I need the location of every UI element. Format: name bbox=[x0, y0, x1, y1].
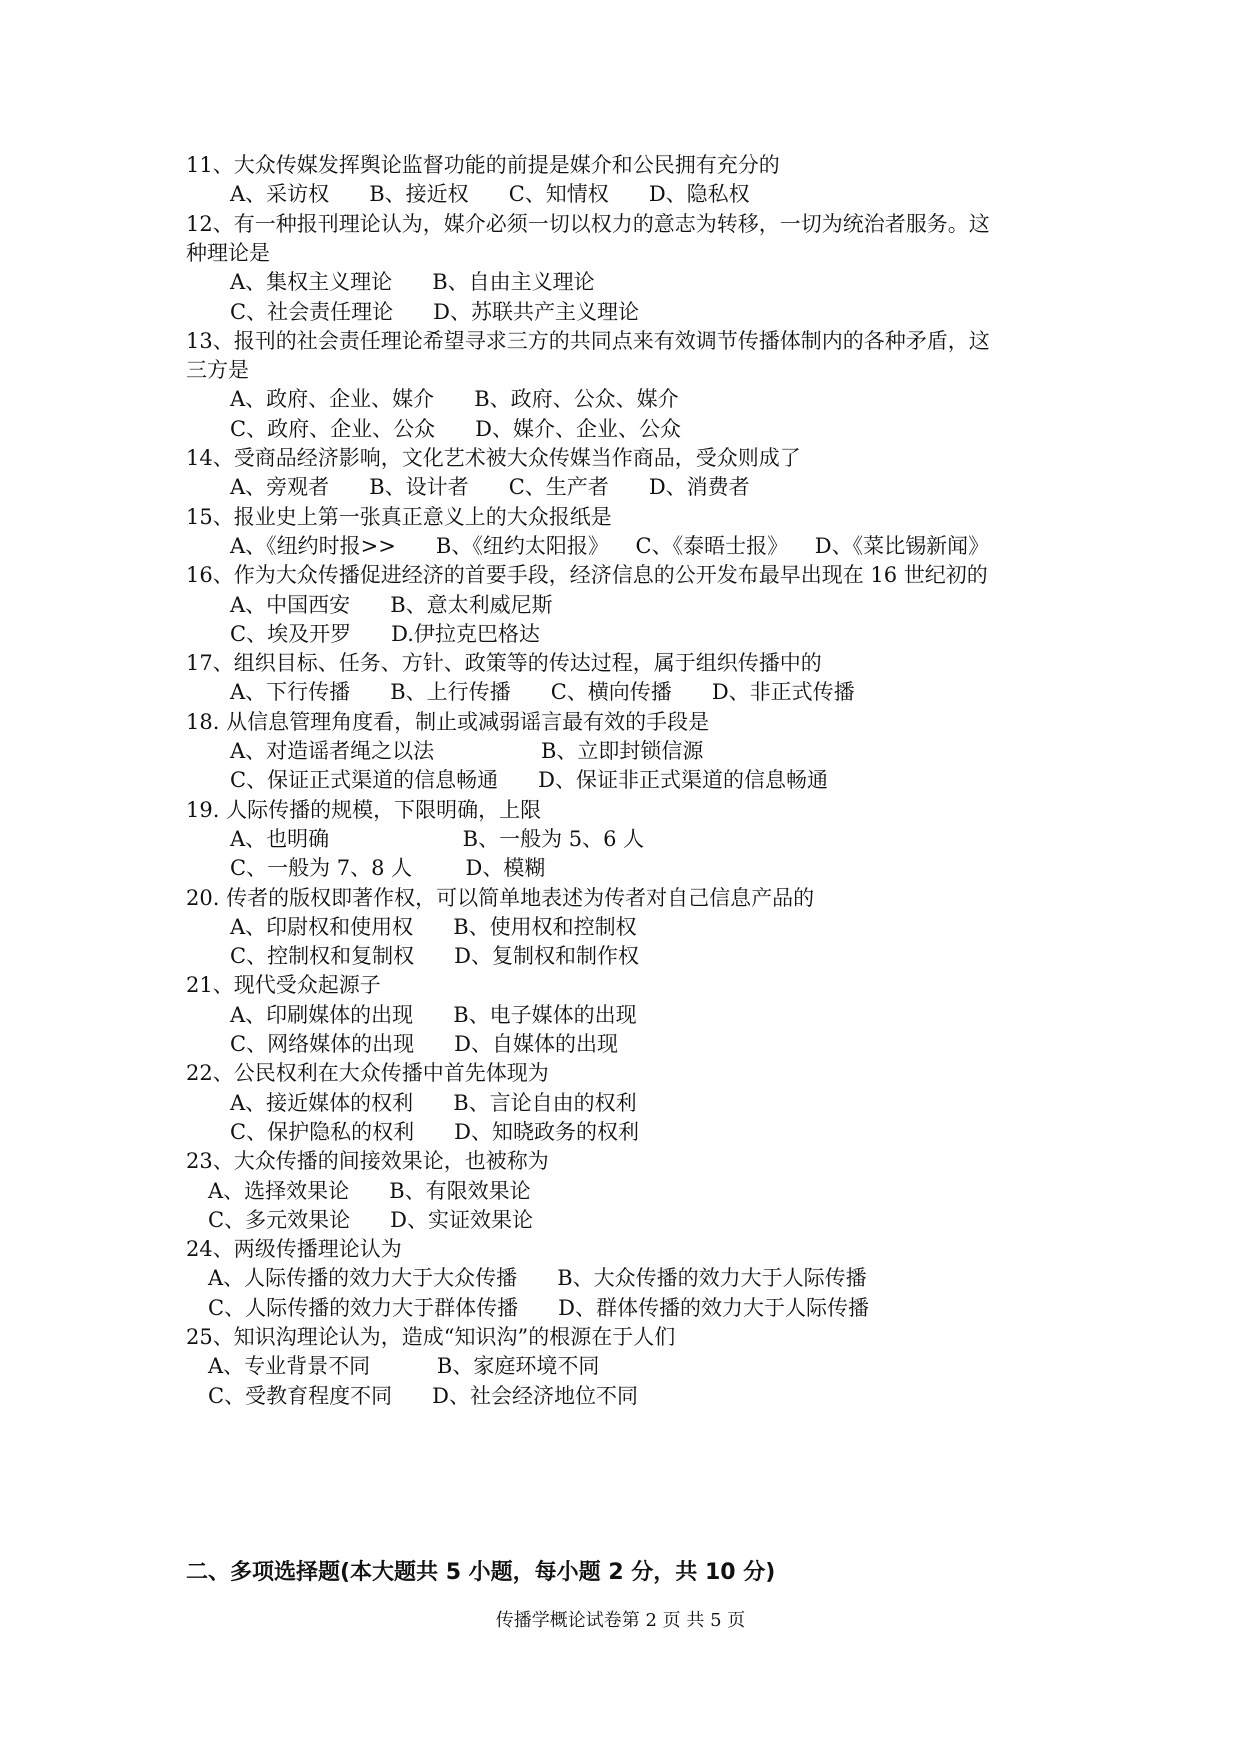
option-line: C、人际传播的效力大于群体传播 D、群体传播的效力大于人际传播 bbox=[208, 1295, 869, 1320]
option-line: C、受教育程度不同 D、社会经济地位不同 bbox=[208, 1383, 638, 1408]
option-line: A、集权主义理论 B、自由主义理论 bbox=[230, 270, 595, 295]
option-line: C、保护隐私的权利 D、知晓政务的权利 bbox=[230, 1119, 639, 1144]
option-line: C、多元效果论 D、实证效果论 bbox=[208, 1207, 533, 1232]
section-title: 二、多项选择题(本大题共 5 小题，每小题 2 分，共 10 分) bbox=[186, 1560, 776, 1585]
option-line: C、控制权和复制权 D、复制权和制作权 bbox=[230, 944, 639, 969]
question-text: 20. 传者的版权即著作权，可以简单地表述为传者对自己信息产品的 bbox=[186, 885, 815, 910]
question-text: 25、知识沟理论认为，造成“知识沟”的根源在于人们 bbox=[186, 1325, 676, 1349]
option-line: A、旁观者 B、设计者 C、生产者 D、消费者 bbox=[230, 475, 750, 500]
option-line: C、一般为 7、8 人 D、模糊 bbox=[230, 856, 546, 881]
option-line: A、采访权 B、接近权 C、知情权 D、隐私权 bbox=[230, 182, 750, 207]
option-line: C、政府、企业、公众 D、媒介、企业、公众 bbox=[230, 416, 681, 441]
option-line: C、网络媒体的出现 D、自媒体的出现 bbox=[230, 1032, 618, 1056]
question-text: 14、受商品经济影响，文化艺术被大众传媒当作商品，受众则成了 bbox=[186, 446, 801, 470]
option-line: A、专业背景不同 B、家庭环境不同 bbox=[208, 1354, 600, 1379]
page-footer: 传播学概论试卷第 2 页 共 5 页 bbox=[495, 1610, 746, 1631]
option-line: A、印尉权和使用权 B、使用权和控制权 bbox=[230, 914, 637, 939]
option-line: C、保证正式渠道的信息畅通 D、保证非正式渠道的信息畅通 bbox=[230, 768, 828, 793]
question-text: 17、组织目标、任务、方针、政策等的传达过程，属于组织传播中的 bbox=[186, 651, 822, 676]
question-text: 18. 从信息管理角度看，制止或减弱谣言最有效的手段是 bbox=[186, 709, 710, 734]
question-text: 16、作为大众传播促进经济的首要手段，经济信息的公开发布最早出现在 16 世纪初的 bbox=[186, 563, 988, 588]
question-text: 11、大众传媒发挥舆论监督功能的前提是媒介和公民拥有充分的 bbox=[186, 153, 780, 177]
option-line: A、中国西安 B、意太利威尼斯 bbox=[230, 592, 553, 617]
option-line: A、人际传播的效力大于大众传播 B、大众传播的效力大于人际传播 bbox=[208, 1266, 867, 1291]
option-line: A、对造谣者绳之以法 B、立即封锁信源 bbox=[230, 739, 704, 763]
question-text: 22、公民权利在大众传播中首先体现为 bbox=[186, 1061, 549, 1086]
question-text: 15、报业史上第一张真正意义上的大众报纸是 bbox=[186, 504, 612, 529]
option-line: C、埃及开罗 D.伊拉克巴格达 bbox=[230, 621, 540, 646]
option-line: C、社会责任理论 D、苏联共产主义理论 bbox=[230, 299, 639, 324]
option-line: A、政府、企业、媒介 B、政府、公众、媒介 bbox=[230, 387, 679, 412]
question-text: 19. 人际传播的规模，下限明确，上限 bbox=[186, 797, 542, 822]
option-line: A、选择效果论 B、有限效果论 bbox=[208, 1178, 531, 1203]
option-line: A、也明确 B、一般为 5、6 人 bbox=[230, 826, 645, 851]
question-text: 三方是 bbox=[186, 358, 249, 383]
question-text: 13、报刊的社会责任理论希望寻求三方的共同点来有效调节传播体制内的各种矛盾，这 bbox=[186, 328, 990, 353]
question-text: 种理论是 bbox=[186, 240, 270, 265]
question-text: 12、有一种报刊理论认为，媒介必须一切以权力的意志为转移，一切为统治者服务。这 bbox=[186, 211, 990, 236]
question-text: 21、现代受众起源子 bbox=[186, 973, 381, 998]
option-line: A、接近媒体的权利 B、言论自由的权利 bbox=[230, 1090, 637, 1115]
option-line: A、下行传播 B、上行传播 C、横向传播 D、非正式传播 bbox=[230, 680, 855, 705]
option-line: A、《纽约时报>> B、《纽约太阳报》 C、《泰晤士报》 D、《菜比锡新闻》 bbox=[230, 533, 990, 558]
option-line: A、印刷媒体的出现 B、电子媒体的出现 bbox=[230, 1002, 637, 1027]
question-text: 23、大众传播的间接效果论，也被称为 bbox=[186, 1149, 549, 1174]
question-text: 24、两级传播理论认为 bbox=[186, 1237, 402, 1262]
